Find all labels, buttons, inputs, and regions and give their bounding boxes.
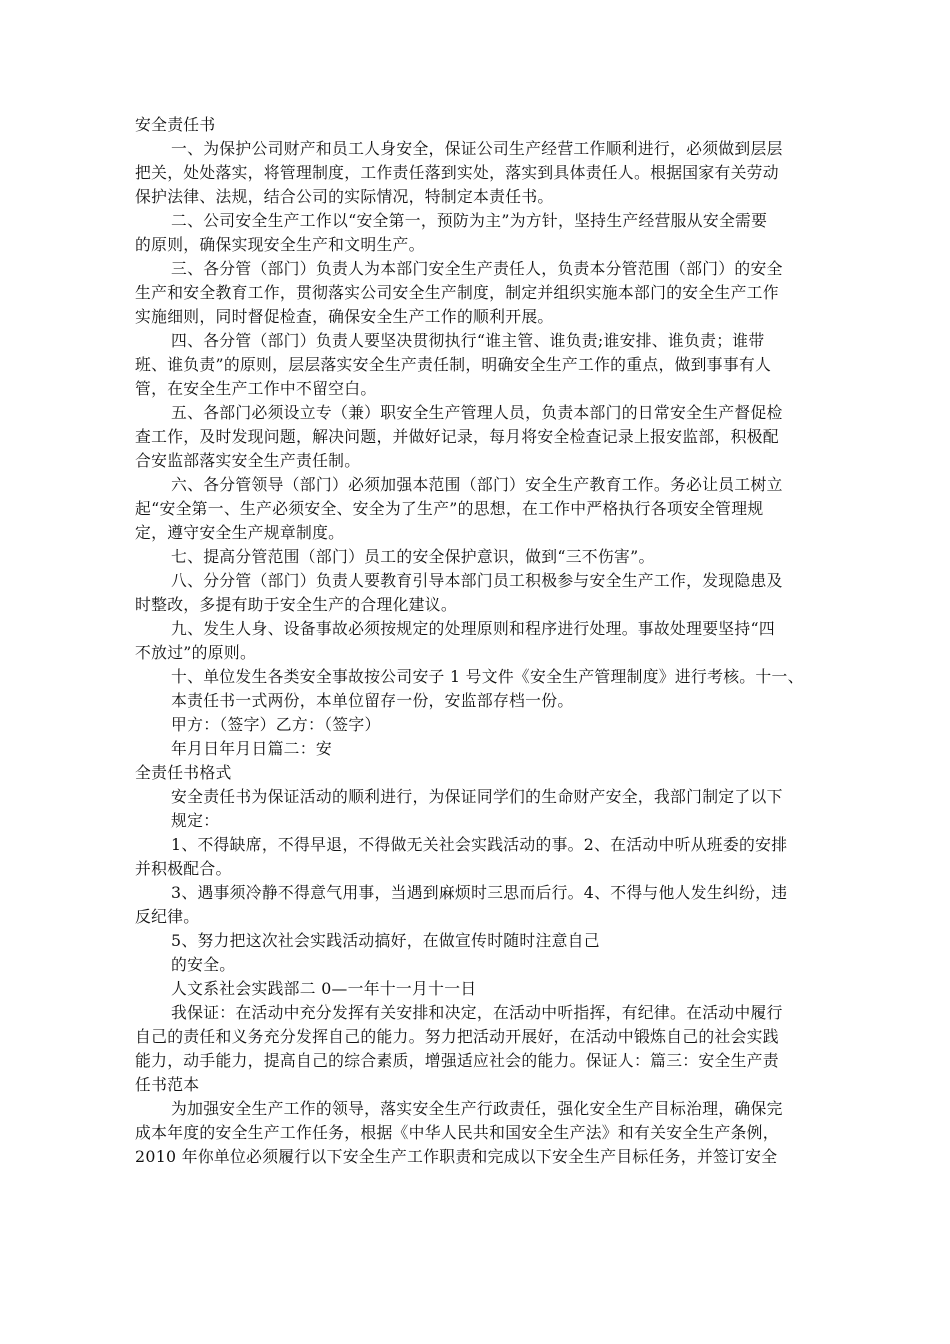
text-line: 九、发生人身、设备事故必须按规定的处理原则和程序进行处理。事故处理要坚持“四 xyxy=(171,619,775,638)
text-line: 5、努力把这次社会实践活动搞好，在做宣传时随时注意自己 xyxy=(171,931,600,950)
text-line: 把关，处处落实，将管理制度，工作责任落到实处，落实到具体责任人。根据国家有关劳动 xyxy=(135,163,779,182)
text-line: 管，在安全生产工作中不留空白。 xyxy=(135,379,377,398)
text-line: 本责任书一式两份，本单位留存一份，安监部存档一份。 xyxy=(171,691,574,710)
text-line: 时整改，多提有助于安全生产的合理化建议。 xyxy=(135,595,457,614)
text-line: 我保证：在活动中充分发挥有关安排和决定，在活动中听指挥，有纪律。在活动中履行 xyxy=(171,1003,783,1022)
text-line: 年月日年月日篇二：安 xyxy=(171,739,332,758)
text-line: 七、提高分管范围（部门）员工的安全保护意识，做到“三不伤害”。 xyxy=(171,547,655,566)
text-line: 1、不得缺席，不得早退，不得做无关社会实践活动的事。2、在活动中听从班委的安排 xyxy=(171,835,788,854)
text-line: 二、公司安全生产工作以“安全第一，预防为主”为方针，坚持生产经营服从安全需要 xyxy=(171,211,768,230)
text-line: 合安监部落实安全生产责任制。 xyxy=(135,451,361,470)
text-line: 八、分分管（部门）负责人要教育引导本部门员工积极参与安全生产工作，发现隐患及 xyxy=(171,571,783,590)
text-line: 为加强安全生产工作的领导，落实安全生产行政责任，强化安全生产目标治理，确保完 xyxy=(171,1099,783,1118)
text-line: 生产和安全教育工作，贯彻落实公司安全生产制度，制定并组织实施本部门的安全生产工作 xyxy=(135,283,779,302)
text-line: 并积极配合。 xyxy=(135,859,232,878)
text-line: 的原则，确保实现安全生产和文明生产。 xyxy=(135,235,425,254)
text-line: 成本年度的安全生产工作任务，根据《中华人民共和国安全生产法》和有关安全生产条例， xyxy=(135,1123,779,1142)
text-line: 甲方：（签字）乙方：（签字） xyxy=(171,715,381,734)
text-line: 反纪律。 xyxy=(135,907,200,926)
text-line: 定，遵守安全生产规章制度。 xyxy=(135,523,345,542)
text-line: 人文系社会实践部二 0—一年十一月十一日 xyxy=(171,979,477,998)
text-line: 不放过”的原则。 xyxy=(135,643,257,662)
text-line: 四、各分管（部门）负责人要坚决贯彻执行“谁主管、谁负责;谁安排、谁负责；谁带 xyxy=(171,331,765,350)
text-line: 能力，动手能力，提高自己的综合素质，增强适应社会的能力。保证人：篇三：安全生产责 xyxy=(135,1051,779,1070)
text-line: 查工作，及时发现问题，解决问题，并做好记录，每月将安全检查记录上报安监部，积极配 xyxy=(135,427,779,446)
text-line: 起“安全第一、生产必须安全、安全为了生产”的思想，在工作中严格执行各项安全管理规 xyxy=(135,499,764,518)
text-line: 十、单位发生各类安全事故按公司安子 1 号文件《安全生产管理制度》进行考核。十一、 xyxy=(171,667,804,686)
text-line: 五、各部门必须设立专（兼）职安全生产管理人员，负责本部门的日常安全生产督促检 xyxy=(171,403,783,422)
text-line: 任书范本 xyxy=(135,1075,200,1094)
text-line: 一、为保护公司财产和员工人身安全，保证公司生产经营工作顺利进行，必须做到层层 xyxy=(171,139,783,158)
text-line: 实施细则，同时督促检查，确保安全生产工作的顺利开展。 xyxy=(135,307,554,326)
text-line: 3、遇事须冷静不得意气用事，当遇到麻烦时三思而后行。4、不得与他人发生纠纷，违 xyxy=(171,883,788,902)
text-line: 安全责任书 xyxy=(135,115,216,134)
text-line: 自己的责任和义务充分发挥自己的能力。努力把活动开展好，在活动中锻炼自己的社会实践 xyxy=(135,1027,779,1046)
text-line: 保护法律、法规，结合公司的实际情况，特制定本责任书。 xyxy=(135,187,554,206)
text-line: 2010 年你单位必须履行以下安全生产工作职责和完成以下安全生产目标任务，并签订安全 xyxy=(135,1147,778,1166)
text-line: 的安全。 xyxy=(171,955,236,974)
text-line: 全责任书格式 xyxy=(135,763,232,782)
text-line: 安全责任书为保证活动的顺利进行，为保证同学们的生命财产安全，我部门制定了以下 xyxy=(171,787,783,806)
text-line: 六、各分管领导（部门）必须加强本范围（部门）安全生产教育工作。务必让员工树立 xyxy=(171,475,783,494)
text-line: 班、谁负责”的原则，层层落实安全生产责任制，明确安全生产工作的重点，做到事事有人 xyxy=(135,355,772,374)
text-line: 三、各分管（部门）负责人为本部门安全生产责任人，负责本分管范围（部门）的安全 xyxy=(171,259,783,278)
text-line: 规定： xyxy=(171,811,220,830)
